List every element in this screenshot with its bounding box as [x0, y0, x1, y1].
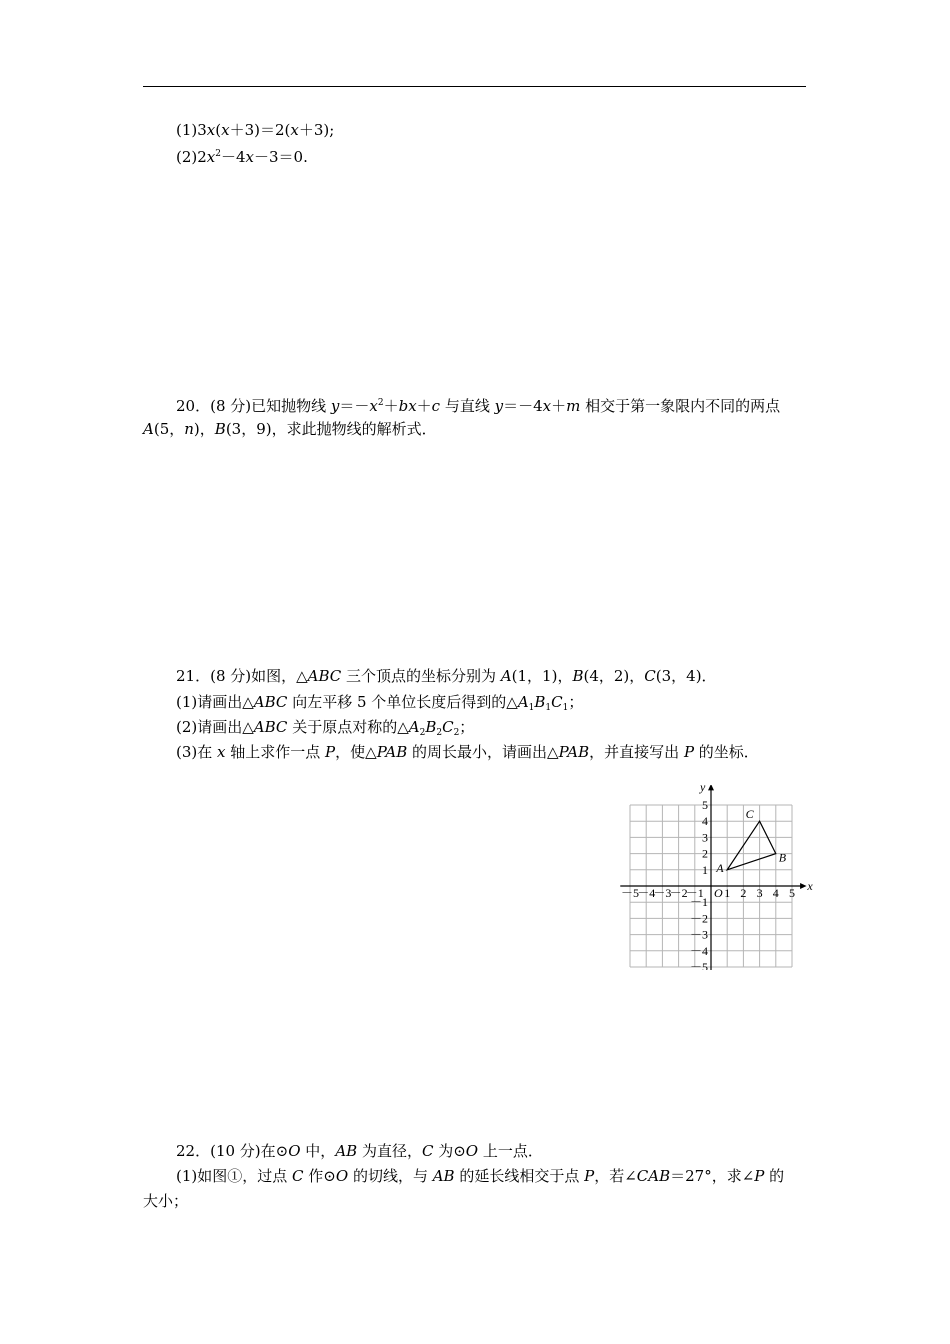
x-tick-label: －4	[637, 886, 656, 900]
x-tick-label: －3	[653, 886, 672, 900]
q20-line1: 20．(8 分)已知抛物线 $y=-x^2+bx+c$ 与直线 y＝－4x＋m 相交于第一象限内不同的两点	[176, 397, 781, 415]
point-label-a: A	[716, 860, 724, 875]
y-tick-label: －3	[689, 927, 708, 942]
x-axis-arrow	[800, 883, 806, 889]
coordinate-grid-figure	[615, 785, 815, 970]
point-label-b: B	[778, 850, 787, 865]
q22-part1-line1: (1)如图①，过点 C 作⊙O 的切线，与 AB 的延长线相交于点 P，若∠CAB＝27°，求∠P 的	[176, 1167, 785, 1185]
x-tick-label: －5	[620, 886, 640, 900]
x-tick-label: 1	[724, 886, 731, 900]
x-tick-label: －1	[685, 886, 704, 900]
tick-labels	[621, 798, 795, 970]
y-tick-label: －1	[689, 895, 708, 910]
q22-part1-line2: 大小；	[143, 1192, 189, 1210]
y-tick-label: －4	[689, 943, 708, 958]
y-tick-label: －5	[689, 960, 708, 970]
q19-part1: (1)3x(x＋3)＝2(x＋3);	[176, 121, 335, 139]
y-tick-label: 5	[702, 798, 708, 812]
header-rule	[143, 86, 806, 87]
origin-label: O	[714, 886, 723, 900]
y-axis-label: y	[700, 785, 706, 795]
x-tick-label: 4	[772, 886, 779, 900]
q20-line2: A(5，n)，B(3，9)，求此抛物线的解析式．	[143, 420, 437, 438]
y-tick-label: 3	[702, 830, 708, 845]
q21-stem: 21．(8 分)如图，△ABC 三个顶点的坐标分别为 A(1，1)，B(4，2)，C(3，4)．	[176, 667, 717, 685]
x-axis-label: x	[807, 879, 813, 893]
q22-stem: 22．(10 分)在⊙O 中，AB 为直径，C 为⊙O 上一点．	[176, 1142, 543, 1160]
x-tick-label: 3	[756, 886, 763, 900]
y-axis-arrow	[708, 785, 714, 790]
x-tick-label: －2	[669, 886, 688, 900]
q21-part1: (1)请画出△ABC 向左平移 5 个单位长度后得到的$\triangle A_1B_1C_1$；	[176, 693, 584, 713]
y-tick-label: 4	[702, 814, 708, 829]
triangle-abc	[727, 821, 776, 870]
point-label-c: C	[745, 807, 754, 822]
y-tick-label: －2	[689, 911, 708, 926]
q21-part2: (2)请画出△ABC 关于原点对称的$\triangle A_2B_2C_2$；	[176, 718, 475, 738]
x-tick-label: 5	[789, 886, 795, 900]
q19-part2: $(2)2x^2-4x-3=0$.	[176, 148, 308, 166]
y-tick-label: 1	[702, 862, 708, 877]
y-tick-label: 2	[702, 846, 708, 861]
axes	[620, 785, 806, 970]
x-tick-label: 2	[740, 886, 747, 900]
q21-part3: (3)在 x 轴上求作一点 P，使△PAB 的周长最小，请画出△PAB，并直接写出 P 的坐标．	[176, 743, 759, 761]
